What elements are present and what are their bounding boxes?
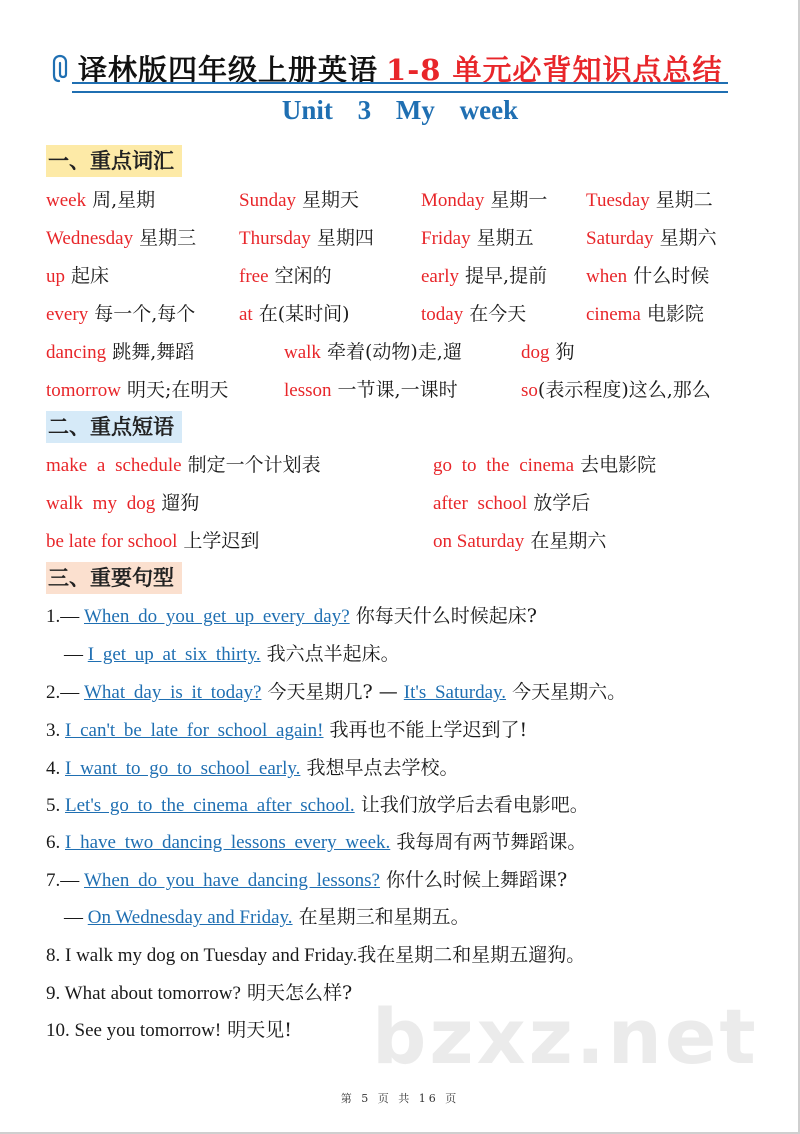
sentence-prefix: 7.— — [46, 870, 84, 891]
vocab-en: early — [421, 266, 459, 287]
title-black-part: 译林版四年级上册英语 — [78, 53, 379, 87]
vocab-item — [421, 185, 547, 216]
vocab-zh: 明天;在明天 — [126, 379, 229, 401]
sentence-zh: 让我们放学后去看电影吧。 — [360, 794, 589, 816]
vocab-item — [586, 261, 709, 292]
vocab-item — [586, 185, 713, 216]
vocab-row — [0, 299, 800, 329]
vocab-zh: 牵着(动物)走,遛 — [326, 341, 462, 363]
phrase-row — [0, 450, 800, 480]
phrase-en: be late for school — [46, 531, 178, 552]
vocab-en: today — [421, 304, 464, 325]
vocab-zh: 在(某时间) — [258, 303, 350, 325]
vocab-zh: 周,星期 — [92, 189, 156, 211]
vocab-item — [239, 185, 359, 216]
page-footer: 第 5 页 共 16 页 — [340, 1092, 460, 1105]
vocab-en: tomorrow — [46, 380, 121, 401]
sentence-prefix: 10. — [46, 1020, 75, 1041]
vocab-item — [521, 375, 711, 406]
unit-title: Unit 3 My week — [281, 95, 519, 125]
phrase-row — [0, 488, 800, 518]
sentence-prefix: 5. — [46, 795, 65, 816]
vocab-item — [46, 337, 194, 368]
sentence-zh: 我再也不能上学迟到了! — [329, 719, 528, 741]
vocab-item — [284, 375, 458, 406]
sentence-en: Let's go to the cinema after school. — [65, 795, 355, 816]
vocab-zh: 跳舞,舞蹈 — [112, 341, 195, 363]
sentence-zh: 我六点半起床。 — [266, 643, 400, 665]
sentence-zh: 在星期三和星期五。 — [298, 906, 470, 928]
vocab-zh: (表示程度)这么,那么 — [537, 379, 711, 401]
vocab-zh: 星期六 — [659, 227, 717, 249]
phrase-en: walk my dog — [46, 493, 156, 514]
sentence-line — [46, 940, 585, 970]
vocab-en: free — [239, 266, 269, 287]
phrase-row — [0, 526, 800, 556]
sentence-line — [46, 601, 537, 631]
sentence-en: I get up at six thirty. — [87, 644, 261, 665]
sentence-line — [46, 753, 458, 783]
section-heading-sentences: 三、重要句型 — [46, 562, 182, 594]
section-heading-phrases: 二、重点短语 — [46, 411, 182, 443]
phrase-item — [433, 488, 590, 519]
vocab-item — [521, 337, 575, 368]
phrase-zh: 制定一个计划表 — [187, 454, 321, 476]
sentence-prefix: 9. — [46, 983, 65, 1004]
sentence-zh: 明天见! — [227, 1019, 292, 1041]
title-red-part: 1-8 单元必背知识点总结 — [386, 53, 723, 87]
vocab-en: lesson — [284, 380, 332, 401]
vocab-zh: 每一个,每个 — [94, 303, 196, 325]
sentence-prefix: — — [64, 907, 88, 928]
sentence-zh: 我在星期二和星期五遛狗。 — [357, 944, 586, 966]
sentence-zh: 我想早点去学校。 — [306, 757, 459, 779]
section-heading-vocab: 一、重点词汇 — [46, 145, 182, 177]
sentence-line — [64, 902, 470, 932]
sentence-line — [64, 639, 400, 669]
sentence-zh-answer: 今天星期六。 — [512, 681, 627, 703]
vocab-item — [586, 299, 704, 330]
phrase-zh: 在星期六 — [530, 530, 607, 552]
phrase-zh: 遛狗 — [161, 492, 200, 514]
vocab-item — [46, 185, 155, 216]
vocab-zh: 星期二 — [655, 189, 713, 211]
vocab-item — [421, 261, 547, 292]
sentence-line — [46, 978, 352, 1008]
vocab-item — [239, 299, 350, 330]
vocab-zh: 星期三 — [139, 227, 197, 249]
phrase-item — [46, 488, 199, 519]
sentence-en: When do you get up every day? — [84, 606, 350, 627]
phrase-item — [433, 526, 606, 557]
sentence-prefix: 4. — [46, 758, 65, 779]
vocab-en: up — [46, 266, 65, 287]
vocab-en: Wednesday — [46, 228, 134, 249]
sentence-line — [46, 1015, 292, 1045]
sentence-prefix: 3. — [46, 720, 65, 741]
vocab-en: Friday — [421, 228, 471, 249]
vocab-en: Sunday — [239, 190, 296, 211]
vocab-zh: 星期四 — [316, 227, 374, 249]
vocab-zh: 在今天 — [469, 303, 527, 325]
sentence-en: I have two dancing lessons every week. — [65, 832, 391, 853]
sentence-line — [46, 865, 567, 895]
sentence-prefix: 2.— — [46, 682, 84, 703]
vocab-en: Monday — [421, 190, 485, 211]
vocab-zh: 星期五 — [476, 227, 534, 249]
vocab-en: Thursday — [239, 228, 311, 249]
vocab-en: at — [239, 304, 253, 325]
sentence-prefix: 1.— — [46, 606, 84, 627]
sentence-en: What day is it today? — [84, 682, 262, 703]
sentence-en: See you tomorrow! — [74, 1020, 222, 1041]
vocab-item — [421, 223, 534, 254]
vocab-row — [0, 375, 800, 405]
sentence-en: When do you have dancing lessons? — [84, 870, 380, 891]
vocab-zh: 空闲的 — [274, 265, 332, 287]
vocab-item — [239, 261, 332, 292]
sentence-prefix: 6. — [46, 832, 65, 853]
vocab-en: so — [521, 380, 538, 401]
vocab-zh: 星期天 — [302, 189, 360, 211]
vocab-en: week — [46, 190, 87, 211]
vocab-item — [421, 299, 526, 330]
vocab-zh: 起床 — [71, 265, 110, 287]
vocab-zh: 什么时候 — [633, 265, 710, 287]
sentence-zh: 今天星期几? — — [267, 681, 404, 703]
phrase-zh: 放学后 — [533, 492, 591, 514]
phrase-item — [46, 450, 321, 481]
vocab-item — [46, 375, 228, 406]
sentence-prefix: 8. — [46, 945, 65, 966]
phrase-zh: 上学迟到 — [183, 530, 260, 552]
vocab-item — [46, 299, 195, 330]
phrase-en: make a schedule — [46, 455, 182, 476]
vocab-en: every — [46, 304, 89, 325]
sentence-zh: 你每天什么时候起床? — [355, 605, 537, 627]
paperclip-icon — [52, 54, 74, 84]
sentence-line — [46, 827, 586, 857]
sentence-en: I want to go to school early. — [65, 758, 301, 779]
sentence-zh: 我每周有两节舞蹈课。 — [396, 831, 587, 853]
vocab-row — [0, 261, 800, 291]
vocab-item — [46, 223, 196, 254]
vocab-item — [586, 223, 717, 254]
sentence-zh: 明天怎么样? — [246, 982, 353, 1004]
vocab-zh: 狗 — [555, 341, 575, 363]
vocab-en: walk — [284, 342, 321, 363]
vocab-en: cinema — [586, 304, 641, 325]
vocab-item — [46, 261, 109, 292]
vocab-zh: 提早,提前 — [465, 265, 548, 287]
sentence-en: I can't be late for school again! — [65, 720, 324, 741]
vocab-en: dancing — [46, 342, 107, 363]
phrase-item — [46, 526, 259, 557]
sentence-en: I walk my dog on Tuesday and Friday. — [65, 945, 358, 966]
phrase-en: go to the cinema — [433, 455, 575, 476]
phrase-en: on Saturday — [433, 531, 525, 552]
sentence-en-answer: It's Saturday. — [403, 682, 507, 703]
vocab-zh: 星期一 — [490, 189, 548, 211]
vocab-en: Saturday — [586, 228, 654, 249]
vocab-row — [0, 223, 800, 253]
sentence-line — [46, 677, 626, 707]
sentence-en: What about tomorrow? — [64, 983, 241, 1004]
vocab-en: Tuesday — [586, 190, 650, 211]
vocab-row — [0, 185, 800, 215]
vocab-item — [239, 223, 374, 254]
vocab-row — [0, 337, 800, 367]
vocab-en: when — [586, 266, 628, 287]
title-underline — [72, 82, 728, 93]
sentence-line — [46, 715, 527, 745]
vocab-zh: 电影院 — [646, 303, 704, 325]
sentence-en: On Wednesday and Friday. — [87, 907, 293, 928]
vocab-item — [284, 337, 462, 368]
sentence-prefix: — — [64, 644, 88, 665]
phrase-zh: 去电影院 — [580, 454, 657, 476]
sentence-line — [46, 790, 589, 820]
phrase-item — [433, 450, 656, 481]
vocab-zh: 一节课,一课时 — [337, 379, 458, 401]
phrase-en: after school — [433, 493, 528, 514]
watermark: bzxz.net — [372, 992, 759, 1081]
vocab-en: dog — [521, 342, 550, 363]
sentence-zh: 你什么时候上舞蹈课? — [386, 869, 568, 891]
